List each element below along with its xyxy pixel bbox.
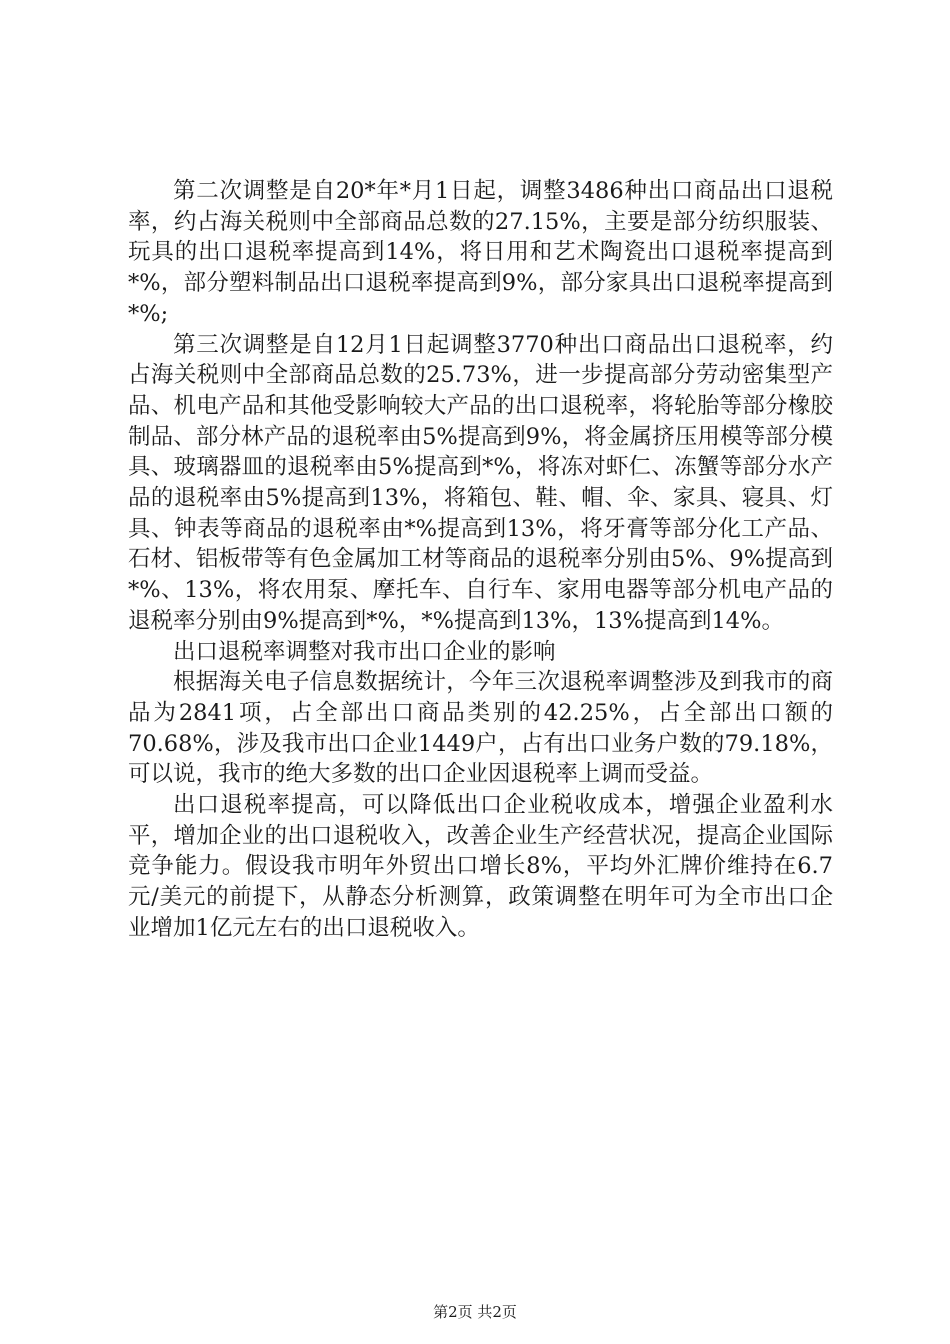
paragraph-benefits: 出口退税率提高，可以降低出口企业税收成本，增强企业盈利水平，增加企业的出口退税收入，改善企业生产经营状况，提高企业国际竞争能力。假设我市明年外贸出口增长8%，平均外汇牌价维持在6.7元/美元的前提下，从静态分析测算，政策调整在明年可为全市出口企业增加1亿元左右的出口退税收入。: [128, 792, 833, 941]
page-footer: 第2页 共2页: [433, 1303, 517, 1321]
paragraph-third-adjustment: 第三次调整是自12月1日起调整3770种出口商品出口退税率，约占海关税则中全部商品总数的25.73%，进一步提高部分劳动密集型产品、机电产品和其他受影响较大产品的出口退税率，将轮胎等部分橡胶制品、部分林产品的退税率由5%提高到9%，将金属挤压用模等部分模具、玻璃器皿的退税率由5%提高到*%，将冻对虾仁、冻蟹等部分水产品的退税率由5%提高到13%，将箱包、鞋、帽、伞、家具、寝具、灯具、钟表等商品的退税率由*%提高到13%，将牙膏等部分化工产品、石材、铝板带等有色金属加工材等商品的退税率分别由5%、9%提高到*%、13%，将农用泵、摩托车、自行车、家用电器等部分机电产品的退税率分别由9%提高到*%，*%提高到13%，13%提高到14%。: [128, 331, 833, 634]
paragraph-customs-statistics: 根据海关电子信息数据统计，今年三次退税率调整涉及到我市的商品为2841项，占全部出口商品类别的42.25%，占全部出口额的70.68%，涉及我市出口企业1449户，占有出口业务户数的79.18%，可以说，我市的绝大多数的出口企业因退税率上调而受益。: [128, 669, 833, 788]
document-body: [128, 176, 833, 944]
section-heading-impact: 出口退税率调整对我市出口企业的影响: [173, 638, 556, 665]
paragraph-second-adjustment: 第二次调整是自20*年*月1日起，调整3486种出口商品出口退税率，约占海关税则中全部商品总数的27.15%，主要是部分纺织服装、玩具的出口退税率提高到14%，将日用和艺术陶瓷出口退税率提高到*%，部分塑料制品出口退税率提高到9%，部分家具出口退税率提高到*%;: [128, 178, 833, 327]
